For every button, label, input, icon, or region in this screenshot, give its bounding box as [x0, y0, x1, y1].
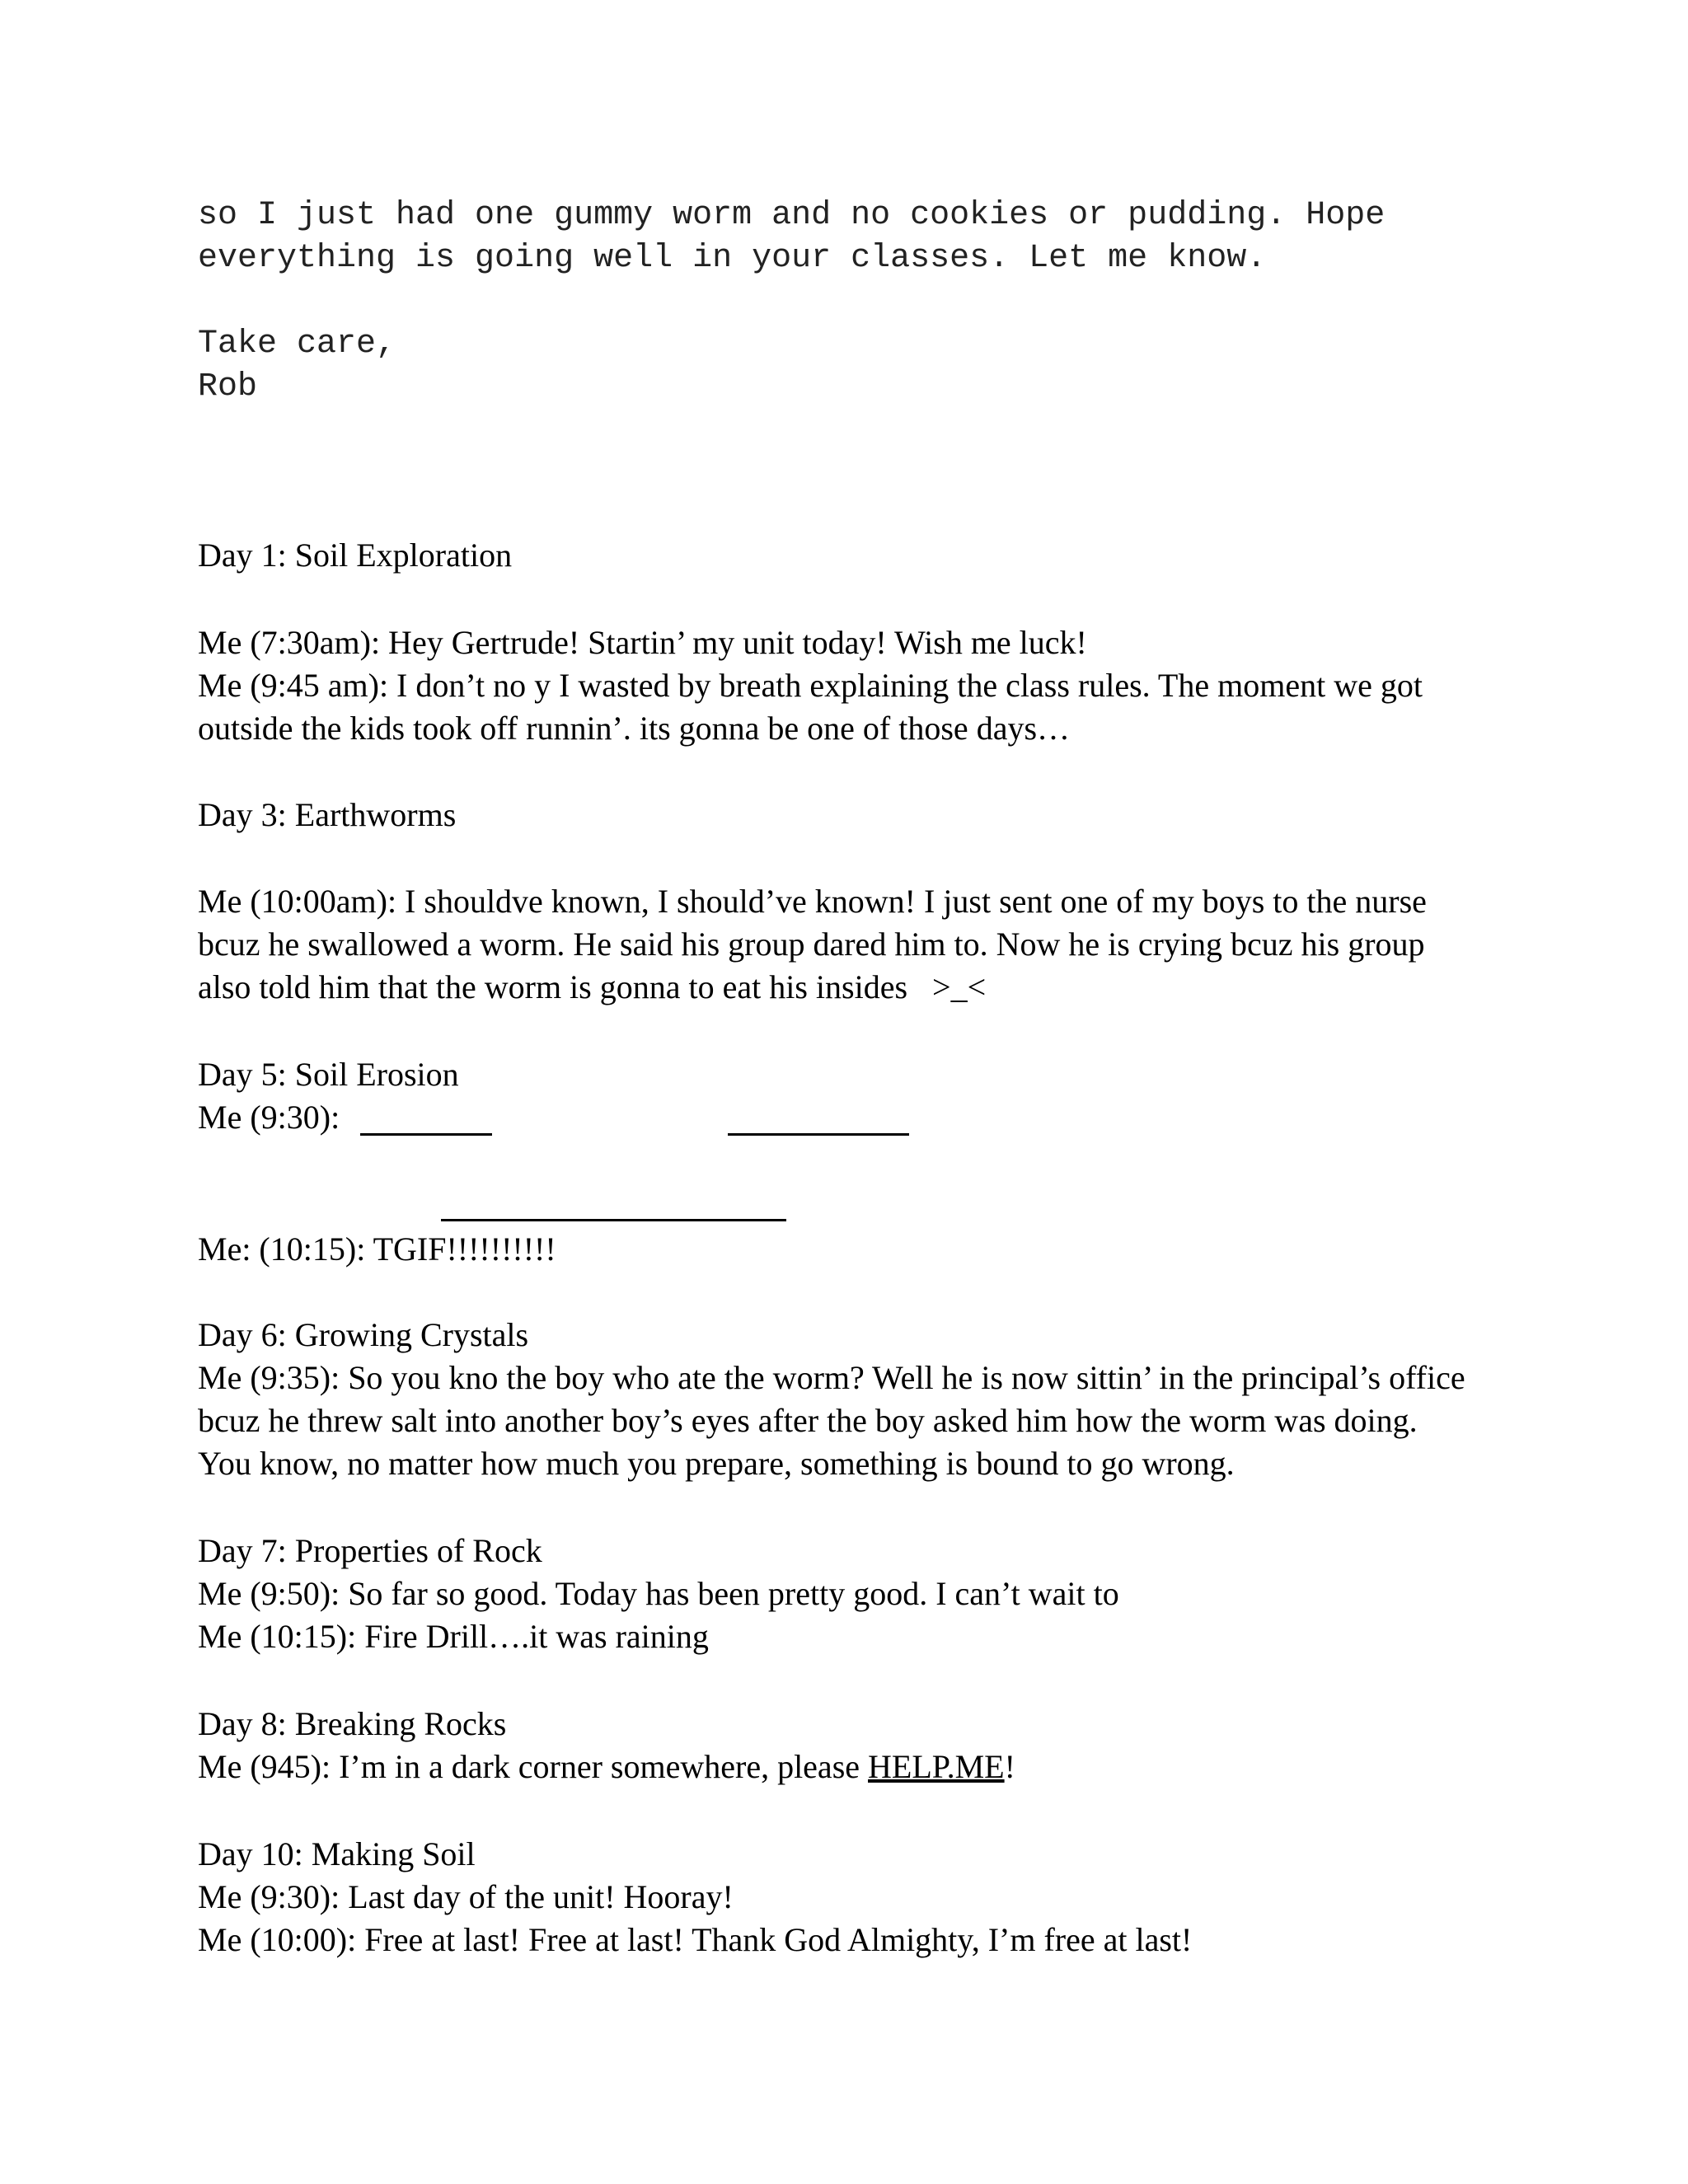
fill-in-blank-1: [360, 1133, 492, 1136]
day6-message-line-1: Me (9:35): So you kno the boy who ate the worm? Well he is now sittin’ in the principal’s office: [198, 1359, 1465, 1396]
letter-closing: Take care,: [198, 326, 396, 363]
day10-heading: Day 10: Making Soil: [198, 1835, 476, 1872]
day5-message-1: Me (9:30):: [198, 1099, 340, 1136]
day7-message-2: Me (10:15): Fire Drill….it was raining: [198, 1618, 709, 1655]
day5-message-2: Me: (10:15): TGIF!!!!!!!!!!: [198, 1230, 556, 1268]
day1-message-1: Me (7:30am): Hey Gertrude! Startin’ my unit today! Wish me luck!: [198, 624, 1087, 661]
day1-message-2-line-2: outside the kids took off runnin’. its gonna be one of those days…: [198, 710, 1071, 747]
day3-message-line-3: also told him that the worm is gonna to eat his insides >_<: [198, 968, 987, 1005]
day3-message-line-1: Me (10:00am): I shouldve known, I should’ve known! I just sent one of my boys to the nurse: [198, 883, 1427, 920]
help-me-link[interactable]: HELP.ME: [868, 1748, 1005, 1785]
day10-message-1: Me (9:30): Last day of the unit! Hooray!: [198, 1878, 734, 1915]
day8-message-suffix: !: [1004, 1748, 1015, 1785]
letter-signature: Rob: [198, 368, 258, 405]
day6-heading: Day 6: Growing Crystals: [198, 1316, 529, 1353]
day3-message-line-2: bcuz he swallowed a worm. He said his group dared him to. Now he is crying bcuz his group: [198, 926, 1425, 963]
day8-message-text: Me (945): I’m in a dark corner somewhere, please: [198, 1748, 869, 1785]
fill-in-blank-2: [728, 1133, 909, 1136]
day1-heading: Day 1: Soil Exploration: [198, 537, 513, 574]
day7-message-1: Me (9:50): So far so good. Today has been pretty good. I can’t wait to: [198, 1575, 1119, 1612]
day1-message-2-line-1: Me (9:45 am): I don’t no y I wasted by breath explaining the class rules. The moment we got: [198, 667, 1423, 704]
day5-heading: Day 5: Soil Erosion: [198, 1056, 459, 1093]
day3-heading: Day 3: Earthworms: [198, 796, 457, 833]
day7-heading: Day 7: Properties of Rock: [198, 1532, 542, 1569]
day10-message-2: Me (10:00): Free at last! Free at last! Thank God Almighty, I’m free at last!: [198, 1921, 1193, 1958]
day8-message: [198, 1746, 1015, 1788]
day6-message-line-3: You know, no matter how much you prepare, something is bound to go wrong.: [198, 1445, 1235, 1482]
fill-in-blank-3: [441, 1219, 786, 1221]
day8-heading: Day 8: Breaking Rocks: [198, 1705, 507, 1742]
letter-line-2: everything is going well in your classes. Let me know.: [198, 240, 1267, 277]
day6-message-line-2: bcuz he threw salt into another boy’s eyes after the boy asked him how the worm was doing.: [198, 1402, 1418, 1439]
letter-line-1: so I just had one gummy worm and no cookies or pudding. Hope: [198, 197, 1386, 234]
